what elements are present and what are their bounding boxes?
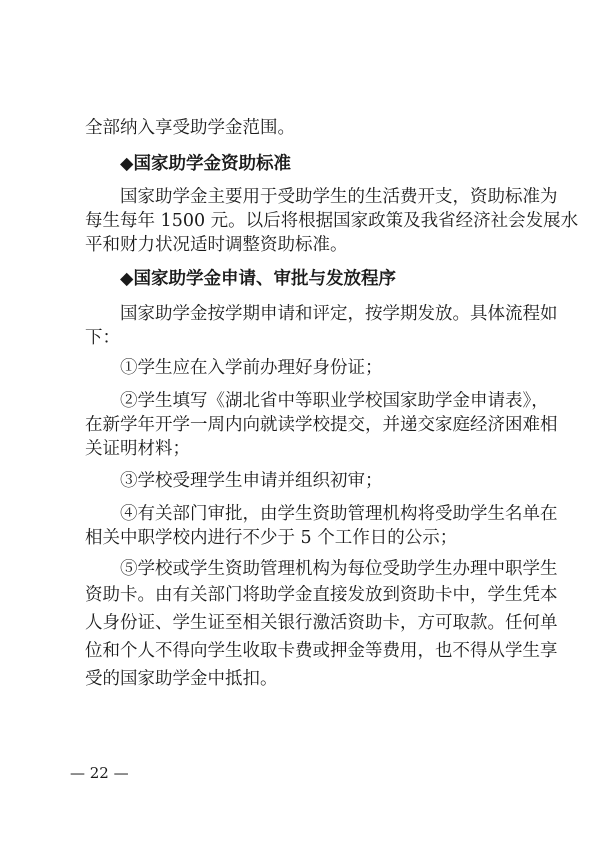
paragraph-line: 受的国家助学金中抵扣。 [85, 669, 278, 689]
section-heading-subsidy-standard: ◆国家助学金资助标准 [120, 154, 291, 174]
paragraph-line: 在新学年开学一周内向就读学校提交，并递交家庭经济困难相 [85, 415, 558, 435]
paragraph-line: 全部纳入享受助学金范围。 [85, 118, 295, 138]
procedure-step-5: ⑤学校或学生资助管理机构为每位受助学生办理中职学生 [120, 559, 558, 579]
paragraph-line: 国家助学金主要用于受助学生的生活费开支，资助标准为 [120, 187, 558, 207]
page-number: — 22 — [70, 764, 129, 782]
paragraph-line: 每生每年 1500 元。以后将根据国家政策及我省经济社会发展水 [85, 211, 579, 231]
procedure-step-3: ③学校受理学生申请并组织初审； [120, 471, 383, 491]
procedure-step-4: ④有关部门审批，由学生资助管理机构将受助学生名单在 [120, 504, 558, 524]
paragraph-line: 国家助学金按学期申请和评定，按学期发放。具体流程如 [120, 304, 558, 324]
section-heading-application-procedure: ◆国家助学金申请、审批与发放程序 [120, 269, 396, 289]
paragraph-line: 相关中职学校内进行不少于 5 个工作日的公示； [85, 528, 458, 548]
paragraph-line: 下： [85, 328, 120, 348]
paragraph-line: 关证明材料； [85, 439, 190, 459]
paragraph-line: 位和个人不得向学生收取卡费或押金等费用，也不得从学生享 [85, 641, 558, 661]
paragraph-line: 人身份证、学生证至相关银行激活资助卡，方可取款。任何单 [85, 613, 558, 633]
procedure-step-2: ②学生填写《湖北省中等职业学校国家助学金申请表》， [120, 391, 549, 411]
paragraph-line: 资助卡。由有关部门将助学金直接发放到资助卡中，学生凭本 [85, 585, 558, 605]
paragraph-line: 平和财力状况适时调整资助标准。 [85, 235, 348, 255]
procedure-step-1: ①学生应在入学前办理好身份证； [120, 358, 383, 378]
